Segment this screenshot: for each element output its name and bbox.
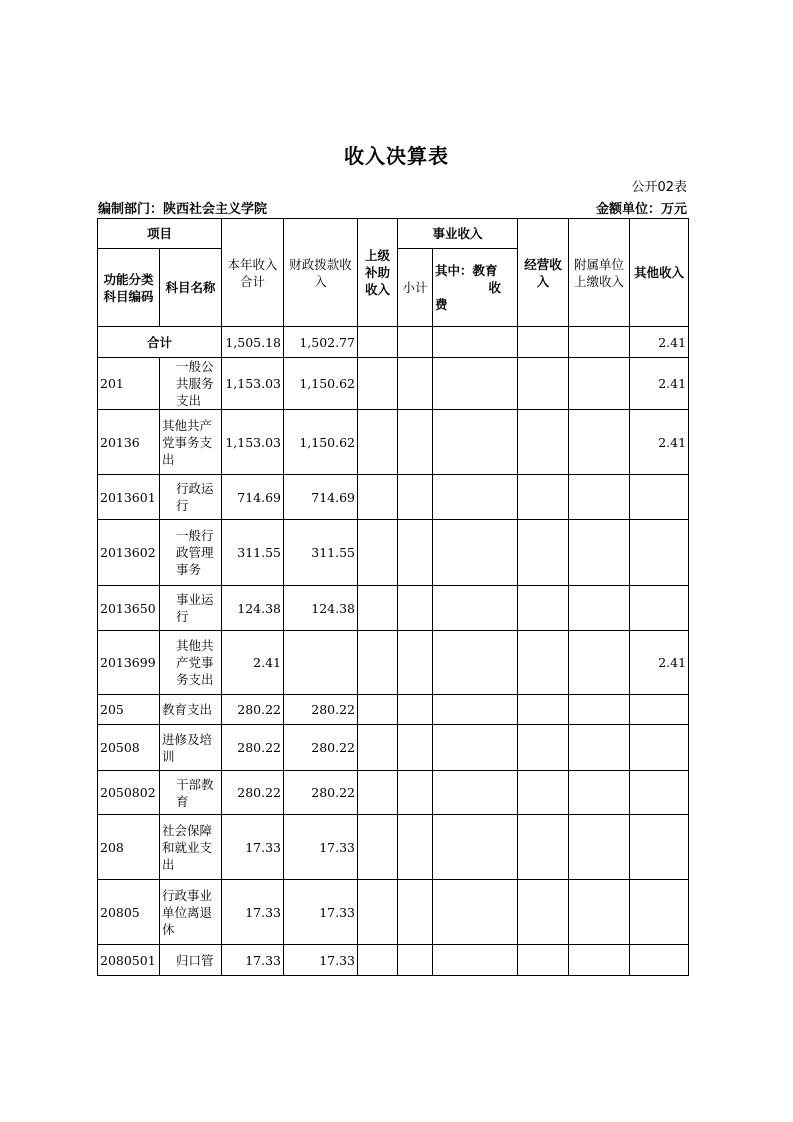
row-total-income: 714.69 — [222, 475, 284, 520]
row-name: 其他共产党事务支出 — [160, 631, 222, 695]
row-total-income: 280.22 — [222, 771, 284, 815]
row-other: 2.41 — [630, 358, 689, 410]
header-business: 事业收入 — [398, 219, 518, 249]
row-code: 20508 — [98, 725, 160, 771]
header-edu-line3: 费 — [435, 297, 448, 312]
row-total-income: 311.55 — [222, 520, 284, 586]
table-row — [98, 880, 689, 945]
table-row — [98, 410, 689, 475]
row-total-income: 2.41 — [222, 631, 284, 695]
row-other — [630, 475, 689, 520]
row-other — [630, 880, 689, 945]
row-code: 201 — [98, 358, 160, 410]
header-other: 其他收入 — [630, 219, 689, 327]
row-name: 干部教育 — [160, 771, 222, 815]
row-other — [630, 945, 689, 976]
row-fiscal: 1,150.62 — [284, 358, 358, 410]
table-row — [98, 725, 689, 771]
row-code: 20136 — [98, 410, 160, 475]
row-total-income: 17.33 — [222, 880, 284, 945]
total-fiscal-value: 1,502.77 — [284, 327, 358, 358]
row-total-income: 17.33 — [222, 815, 284, 880]
row-fiscal: 17.33 — [284, 945, 358, 976]
row-fiscal — [284, 631, 358, 695]
header-superior: 上级补助收入 — [358, 219, 398, 327]
table-row — [98, 631, 689, 695]
form-number: 公开02表 — [631, 180, 687, 195]
row-other — [630, 586, 689, 631]
table-row — [98, 945, 689, 976]
unit-label: 金额单位：万元 — [595, 202, 687, 217]
row-other — [630, 771, 689, 815]
row-name: 教育支出 — [160, 695, 222, 725]
total-label: 合计 — [98, 327, 222, 358]
row-code: 20805 — [98, 880, 160, 945]
row-code: 208 — [98, 815, 160, 880]
table-row — [98, 695, 689, 725]
table-row — [98, 586, 689, 631]
row-name: 事业运行 — [160, 586, 222, 631]
row-fiscal: 714.69 — [284, 475, 358, 520]
table-row — [98, 771, 689, 815]
header-edu-fee — [433, 249, 518, 327]
row-total-income: 1,153.03 — [222, 358, 284, 410]
table-row — [98, 358, 689, 410]
row-name: 一般行政管理事务 — [160, 520, 222, 586]
header-operating: 经营收入 — [518, 219, 569, 327]
row-name: 一般公共服务支出 — [160, 358, 222, 410]
row-name: 社会保障和就业支出 — [160, 815, 222, 880]
row-total-income: 17.33 — [222, 945, 284, 976]
row-code: 2080501 — [98, 945, 160, 976]
row-name: 归口管 — [160, 945, 222, 976]
total-row — [98, 327, 689, 358]
header-subject-name: 科目名称 — [160, 249, 222, 327]
row-other: 2.41 — [630, 631, 689, 695]
row-fiscal: 17.33 — [284, 880, 358, 945]
page-title: 收入决算表 — [344, 144, 449, 168]
row-other — [630, 725, 689, 771]
row-fiscal: 17.33 — [284, 815, 358, 880]
header-edu-line1: 其中：教育 — [435, 263, 498, 278]
table-row — [98, 520, 689, 586]
header-item: 项目 — [98, 219, 222, 249]
row-name: 其他共产党事务支出 — [160, 410, 222, 475]
row-fiscal: 280.22 — [284, 725, 358, 771]
row-fiscal: 124.38 — [284, 586, 358, 631]
header-subtotal: 小计 — [398, 249, 433, 327]
table-row — [98, 815, 689, 880]
header-total-income: 本年收入合计 — [222, 219, 284, 327]
header-fiscal: 财政拨款收入 — [284, 219, 358, 327]
income-table — [97, 218, 689, 976]
row-code: 2050802 — [98, 771, 160, 815]
row-other: 2.41 — [630, 410, 689, 475]
row-total-income: 1,153.03 — [222, 410, 284, 475]
row-code: 2013699 — [98, 631, 160, 695]
row-name: 行政事业单位离退休 — [160, 880, 222, 945]
row-total-income: 124.38 — [222, 586, 284, 631]
total-income-value: 1,505.18 — [222, 327, 284, 358]
header-edu-line2: 收 — [488, 280, 502, 295]
row-name: 行政运行 — [160, 475, 222, 520]
row-code: 2013650 — [98, 586, 160, 631]
row-fiscal: 311.55 — [284, 520, 358, 586]
row-other — [630, 520, 689, 586]
row-name: 进修及培训 — [160, 725, 222, 771]
row-code: 2013601 — [98, 475, 160, 520]
row-fiscal: 280.22 — [284, 771, 358, 815]
row-total-income: 280.22 — [222, 725, 284, 771]
header-row-1 — [98, 219, 689, 249]
row-code: 2013602 — [98, 520, 160, 586]
total-other-value: 2.41 — [630, 327, 689, 358]
table-row — [98, 475, 689, 520]
department-label: 编制部门：陕西社会主义学院 — [98, 202, 268, 217]
row-total-income: 280.22 — [222, 695, 284, 725]
row-other — [630, 815, 689, 880]
row-fiscal: 1,150.62 — [284, 410, 358, 475]
header-affiliated: 附属单位上缴收入 — [569, 219, 630, 327]
row-fiscal: 280.22 — [284, 695, 358, 725]
row-code: 205 — [98, 695, 160, 725]
row-other — [630, 695, 689, 725]
header-func-code: 功能分类科目编码 — [98, 249, 160, 327]
